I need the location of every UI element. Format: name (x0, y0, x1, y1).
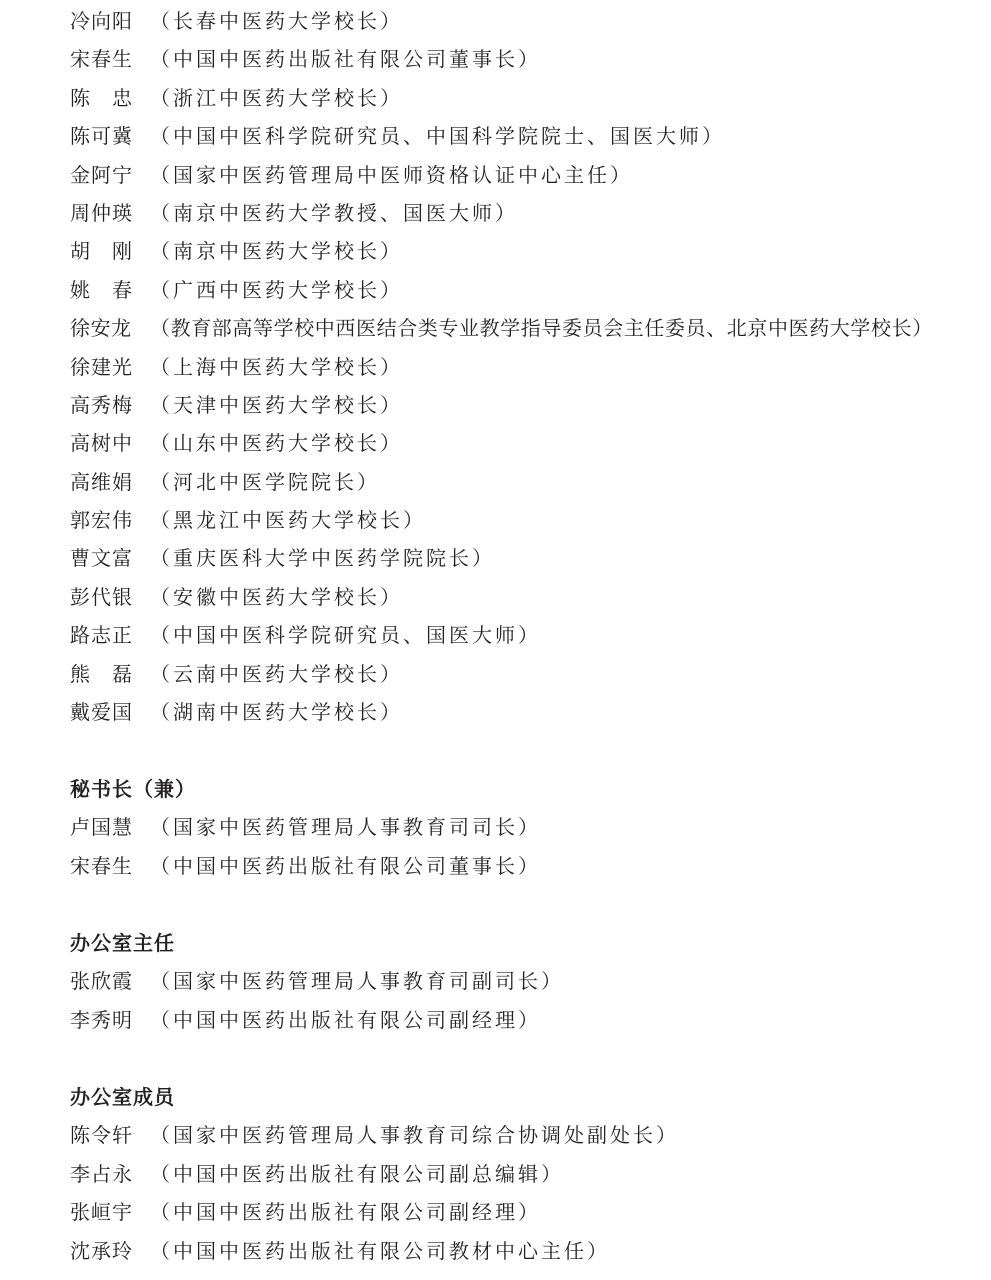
member-role: （中国中医药出版社有限公司副经理） (150, 1007, 541, 1032)
member-name: 彭代银 (70, 584, 133, 609)
member-name: 戴爱国 (70, 700, 133, 725)
member-role: （中国中医科学院研究员、国医大师） (150, 623, 541, 648)
member-name: 高树中 (70, 431, 133, 456)
list-item (70, 79, 991, 117)
member-name: 熊 磊 (70, 661, 133, 686)
list-item (70, 962, 991, 1000)
member-role: （中国中医药出版社有限公司教材中心主任） (150, 1238, 610, 1263)
member-name: 姚 春 (70, 277, 133, 302)
list-item (70, 348, 991, 386)
member-role: （上海中医药大学校长） (150, 354, 403, 379)
list-item (70, 1155, 991, 1193)
member-name: 周仲瑛 (70, 200, 133, 225)
member-role: （教育部高等学校中西医结合类专业教学指导委员会主任委员、北京中医药大学校长） (150, 316, 933, 341)
member-name: 李秀明 (70, 1007, 133, 1032)
member-name: 路志正 (70, 623, 133, 648)
list-item (70, 1232, 991, 1270)
member-list (70, 2, 991, 731)
member-name: 沈承玲 (70, 1238, 133, 1263)
section-heading: 秘书长（兼） (70, 777, 196, 801)
office-members-section (70, 1078, 991, 1270)
member-role: （中国中医药出版社有限公司副经理） (150, 1200, 541, 1225)
member-name: 冷向阳 (70, 9, 133, 33)
list-item (70, 156, 991, 194)
member-role: （安徽中医药大学校长） (150, 584, 403, 609)
member-role: （重庆医科大学中医药学院院长） (150, 546, 495, 571)
member-role: （国家中医药管理局人事教育司副司长） (150, 969, 564, 994)
member-name: 徐建光 (70, 354, 133, 379)
member-name: 卢国慧 (70, 815, 133, 840)
list-item (70, 386, 991, 424)
list-item (70, 539, 991, 577)
member-name: 高维娟 (70, 469, 133, 494)
list-item (70, 847, 991, 885)
secretary-section (70, 770, 991, 885)
member-role: （国家中医药管理局中医师资格认证中心主任） (150, 162, 633, 187)
list-item (70, 194, 991, 232)
list-item (70, 1001, 991, 1039)
list-item (70, 424, 991, 462)
member-name: 张欣霞 (70, 969, 133, 994)
member-role: （中国中医药出版社有限公司董事长） (150, 853, 541, 878)
list-item (70, 463, 991, 501)
member-role: （中国中医药出版社有限公司副总编辑） (150, 1161, 564, 1186)
office-director-section (70, 924, 991, 1039)
member-role: （国家中医药管理局人事教育司综合协调处副处长） (150, 1123, 679, 1148)
member-role: （中国中医药出版社有限公司董事长） (150, 47, 541, 72)
member-name: 曹文富 (70, 546, 133, 571)
member-role: （河北中医学院院长） (150, 469, 380, 494)
member-name: 金阿宁 (70, 162, 133, 187)
member-role: （天津中医药大学校长） (150, 392, 403, 417)
list-item (70, 309, 991, 347)
section-heading: 办公室成员 (70, 1085, 175, 1109)
member-role: （山东中医药大学校长） (150, 431, 403, 456)
list-item (70, 616, 991, 654)
member-role: （南京中医药大学教授、国医大师） (150, 200, 518, 225)
list-item (70, 501, 991, 539)
list-item (70, 271, 991, 309)
list-item (70, 1193, 991, 1231)
member-name: 宋春生 (70, 47, 133, 72)
member-name: 李占永 (70, 1161, 133, 1186)
list-item (70, 117, 991, 155)
member-name: 胡 刚 (70, 239, 133, 264)
member-role: （中国中医科学院研究员、中国科学院院士、国医大师） (150, 124, 725, 149)
member-name: 宋春生 (70, 853, 133, 878)
member-name: 陈 忠 (70, 85, 133, 110)
list-item (70, 40, 991, 78)
member-name: 陈令轩 (70, 1123, 133, 1148)
member-name: 高秀梅 (70, 392, 133, 417)
member-name: 陈可冀 (70, 124, 133, 149)
list-item (70, 2, 991, 40)
member-name: 徐安龙 (70, 316, 132, 341)
member-role: （浙江中医药大学校长） (150, 85, 403, 110)
member-role: （国家中医药管理局人事教育司司长） (150, 815, 541, 840)
section-heading: 办公室主任 (70, 931, 175, 955)
member-role: （南京中医药大学校长） (150, 239, 403, 264)
list-item (70, 232, 991, 270)
member-role: （黑龙江中医药大学校长） (150, 508, 426, 533)
member-name: 张峘宇 (70, 1200, 133, 1225)
member-role: （长春中医药大学校长） (150, 9, 403, 33)
member-role: （云南中医药大学校长） (150, 661, 403, 686)
list-item (70, 1116, 991, 1154)
list-item (70, 655, 991, 693)
member-name: 郭宏伟 (70, 508, 133, 533)
list-item (70, 693, 991, 731)
member-role: （广西中医药大学校长） (150, 277, 403, 302)
list-item (70, 808, 991, 846)
list-item (70, 578, 991, 616)
member-role: （湖南中医药大学校长） (150, 700, 403, 725)
